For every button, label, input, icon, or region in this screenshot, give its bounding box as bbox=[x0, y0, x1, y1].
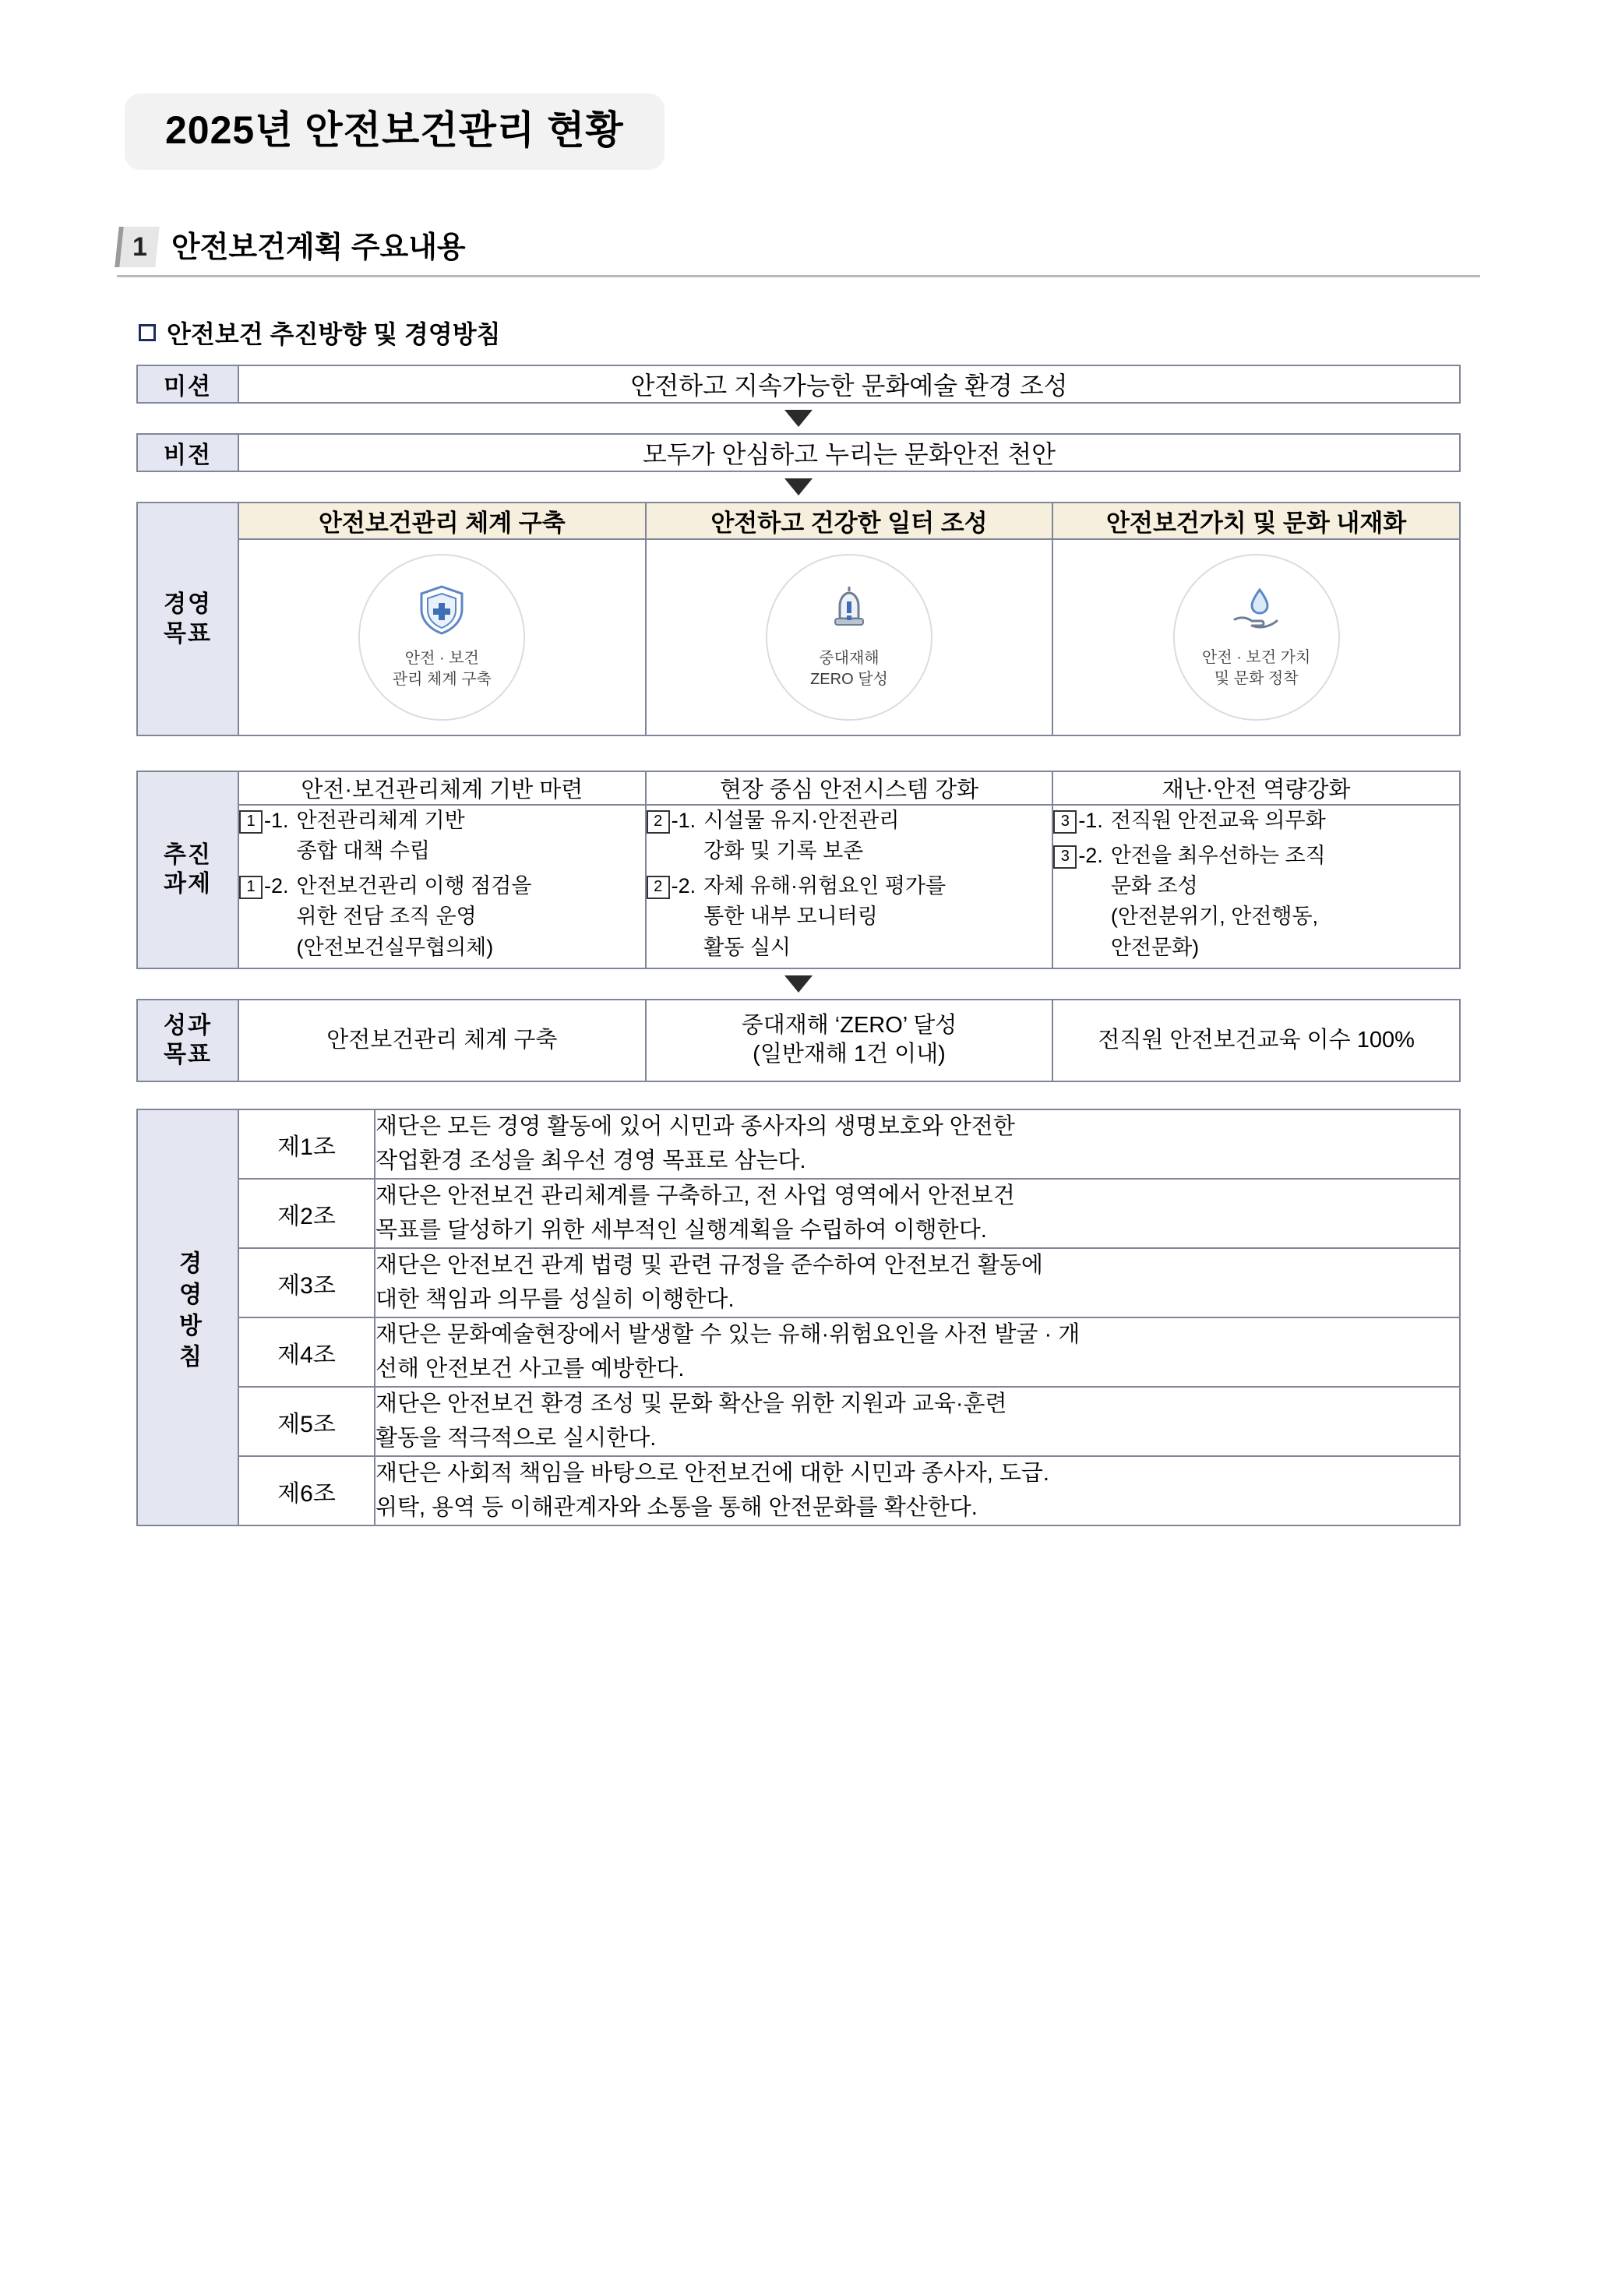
task-line: 안전문화) bbox=[1110, 935, 1200, 959]
goal-circle-3 bbox=[1173, 554, 1340, 721]
task-item bbox=[1053, 806, 1459, 836]
goal-caption-3 bbox=[1202, 647, 1310, 690]
task-item-suffix: -2. bbox=[1078, 844, 1103, 868]
table-row bbox=[137, 434, 1460, 471]
hand-drop-icon bbox=[1229, 585, 1285, 638]
task-item bbox=[239, 806, 645, 866]
task-line: 문화 조성 bbox=[1110, 874, 1198, 898]
boxed-number: 1 bbox=[239, 876, 263, 899]
policy-line: 재단은 문화예술현장에서 발생할 수 있는 유해·위험요인을 사전 발굴 · 개 bbox=[375, 1322, 1081, 1348]
outcome-line: 전직원 안전보건교육 이수 100% bbox=[1098, 1027, 1415, 1053]
goal-caption-1-line2: 관리 체계 구축 bbox=[392, 671, 492, 688]
task-item-text bbox=[297, 806, 645, 866]
arrow-mission-to-vision bbox=[136, 404, 1461, 433]
task-cell-3 bbox=[1052, 805, 1460, 968]
task-item-suffix: -1. bbox=[671, 809, 696, 832]
policy-label-text: 경영방침 bbox=[175, 1250, 201, 1375]
goal-cell-3 bbox=[1052, 539, 1460, 735]
management-goals-label-line2: 목표 bbox=[164, 620, 212, 647]
down-arrow-icon bbox=[784, 975, 813, 993]
task-item-text bbox=[1111, 841, 1459, 963]
task-item-text bbox=[703, 806, 1052, 866]
vision-text: 모두가 안심하고 누리는 문화안전 천안 bbox=[238, 434, 1460, 471]
section-number bbox=[115, 227, 159, 267]
goal-caption-3-line1: 안전 · 보건 가치 bbox=[1202, 649, 1311, 666]
vision-label: 비전 bbox=[137, 434, 238, 471]
task-item-suffix: -2. bbox=[264, 874, 289, 898]
task-line: 통한 내부 모니터링 bbox=[703, 905, 878, 929]
boxed-number: 3 bbox=[1053, 810, 1077, 834]
task-item-number bbox=[239, 806, 289, 866]
task-item bbox=[239, 871, 645, 962]
policy-article-text bbox=[375, 1179, 1460, 1248]
policy-article-number: 제6조 bbox=[238, 1456, 375, 1525]
table-row bbox=[137, 503, 1460, 539]
outcome-table bbox=[136, 999, 1461, 1082]
outcome-label-line1: 성과 bbox=[164, 1012, 212, 1039]
table-row bbox=[137, 805, 1460, 968]
policy-article-text bbox=[375, 1317, 1460, 1387]
policy-article-number: 제2조 bbox=[238, 1179, 375, 1248]
goal-caption-2-line1: 중대재해 bbox=[819, 650, 880, 667]
task-line: (안전분위기, 안전행동, bbox=[1110, 905, 1319, 929]
task-item-number bbox=[239, 871, 289, 962]
outcome-line: 중대재해 ‘ZERO’ 달성 bbox=[741, 1012, 957, 1038]
task-line: 종합 대책 수립 bbox=[296, 839, 431, 863]
task-item-suffix: -1. bbox=[264, 809, 289, 832]
outcome-item-2 bbox=[646, 1000, 1053, 1081]
table-row bbox=[137, 1109, 1460, 1179]
task-line: 시설물 유지·안전관리 bbox=[703, 809, 900, 832]
table-row bbox=[137, 539, 1460, 735]
subsection-title: 안전보건 추진방향 및 경영방침 bbox=[167, 320, 501, 348]
outcome-line: 안전보건관리 체계 구축 bbox=[326, 1027, 558, 1053]
task-line: 활동 실시 bbox=[703, 935, 791, 959]
arrow-tasks-to-outcome bbox=[136, 969, 1461, 999]
table-row bbox=[137, 771, 1460, 805]
task-item-suffix: -2. bbox=[671, 874, 696, 898]
task-line: 안전을 최우선하는 조직 bbox=[1110, 844, 1326, 868]
management-goals-label bbox=[137, 503, 238, 735]
policy-line: 선해 안전보건 사고를 예방한다. bbox=[375, 1356, 685, 1381]
policy-line: 대한 책임과 의무를 성실히 이행한다. bbox=[375, 1286, 735, 1312]
task-item-number bbox=[647, 871, 696, 962]
goal-circle-1 bbox=[358, 554, 525, 721]
goal-caption-2 bbox=[810, 648, 888, 690]
goal-header-1: 안전보건관리 체계 구축 bbox=[238, 503, 646, 539]
tasks-table bbox=[136, 771, 1461, 969]
down-arrow-icon bbox=[784, 410, 813, 427]
goal-caption-2-line2: ZERO 달성 bbox=[810, 671, 888, 688]
task-line: 전직원 안전교육 의무화 bbox=[1110, 809, 1326, 832]
policy-line: 재단은 안전보건 관계 법령 및 관련 규정을 준수하여 안전보건 활동에 bbox=[375, 1253, 1043, 1278]
tasks-label-line2: 과제 bbox=[164, 871, 212, 898]
policy-article-number: 제1조 bbox=[238, 1109, 375, 1179]
outcome-item-1 bbox=[238, 1000, 646, 1081]
arrow-vision-to-goals bbox=[136, 472, 1461, 502]
policy-line: 재단은 안전보건 환경 조성 및 문화 확산을 위한 지원과 교육·훈련 bbox=[375, 1391, 1007, 1417]
subsection-heading bbox=[117, 315, 1480, 351]
task-item-text bbox=[297, 871, 645, 962]
policy-table bbox=[136, 1109, 1461, 1526]
task-header-2: 현장 중심 안전시스템 강화 bbox=[646, 771, 1053, 805]
policy-line: 목표를 달성하기 위한 세부적인 실행계획을 수립하여 이행한다. bbox=[375, 1217, 987, 1243]
table-row bbox=[137, 1248, 1460, 1317]
table-row bbox=[137, 1317, 1460, 1387]
goal-caption-3-line2: 및 문화 정착 bbox=[1214, 670, 1299, 687]
policy-article-text bbox=[375, 1248, 1460, 1317]
table-row bbox=[137, 1000, 1460, 1081]
table-row bbox=[137, 365, 1460, 403]
task-header-1: 안전·보건관리체계 기반 마련 bbox=[238, 771, 646, 805]
shield-plus-icon bbox=[418, 584, 466, 639]
task-item-number bbox=[1053, 841, 1103, 963]
outcome-item-3 bbox=[1052, 1000, 1460, 1081]
outcome-line: (일반재해 1건 이내) bbox=[753, 1042, 946, 1067]
task-item bbox=[647, 871, 1052, 962]
task-item-text bbox=[703, 871, 1052, 962]
task-line: 안전관리체계 기반 bbox=[296, 809, 465, 832]
task-item bbox=[1053, 841, 1459, 963]
table-row bbox=[137, 1387, 1460, 1456]
policy-article-text bbox=[375, 1387, 1460, 1456]
down-arrow-icon bbox=[784, 478, 813, 496]
page-title-wrap bbox=[125, 93, 665, 170]
square-bullet-icon bbox=[139, 324, 156, 341]
task-header-3: 재난·안전 역량강화 bbox=[1052, 771, 1460, 805]
table-row bbox=[137, 1456, 1460, 1525]
goal-caption-1 bbox=[393, 648, 492, 690]
policy-line: 활동을 적극적으로 실시한다. bbox=[375, 1425, 657, 1451]
policy-line: 재단은 안전보건 관리체계를 구축하고, 전 사업 영역에서 안전보건 bbox=[375, 1183, 1015, 1209]
table-row bbox=[137, 1179, 1460, 1248]
policy-article-number: 제3조 bbox=[238, 1248, 375, 1317]
task-line: 강화 및 기록 보존 bbox=[703, 839, 864, 863]
task-item bbox=[647, 806, 1052, 866]
goal-caption-1-line1: 안전 · 보건 bbox=[404, 650, 479, 667]
task-cell-2 bbox=[646, 805, 1053, 968]
mission-table bbox=[136, 365, 1461, 404]
mission-text: 안전하고 지속가능한 문화예술 환경 조성 bbox=[238, 365, 1460, 403]
page-title: 2025년 안전보건관리 현황 bbox=[165, 108, 624, 152]
goal-circle-2 bbox=[766, 554, 932, 721]
section-heading bbox=[117, 223, 1480, 277]
policy-line: 위탁, 용역 등 이해관계자와 소통을 통해 안전문화를 확산한다. bbox=[375, 1494, 978, 1520]
task-line: (안전보건실무협의체) bbox=[296, 935, 494, 959]
goal-cell-2 bbox=[646, 539, 1053, 735]
task-item-number bbox=[647, 806, 696, 866]
section-number-text: 1 bbox=[132, 231, 147, 262]
boxed-number: 3 bbox=[1053, 845, 1077, 869]
policy-line: 작업환경 조성을 최우선 경영 목표로 삼는다. bbox=[375, 1148, 806, 1173]
policy-label bbox=[137, 1109, 238, 1525]
tasks-label-line1: 추진 bbox=[164, 841, 212, 868]
task-line: 자체 유해·위험요인 평가를 bbox=[703, 874, 947, 898]
policy-article-text bbox=[375, 1456, 1460, 1525]
policy-article-number: 제4조 bbox=[238, 1317, 375, 1387]
management-goals-table bbox=[136, 502, 1461, 736]
task-line: 위한 전담 조직 운영 bbox=[296, 905, 477, 929]
task-item-suffix: -1. bbox=[1078, 809, 1103, 832]
goal-cell-1 bbox=[238, 539, 646, 735]
outcome-label bbox=[137, 1000, 238, 1081]
policy-article-number: 제5조 bbox=[238, 1387, 375, 1456]
management-goals-label-line1: 경영 bbox=[164, 591, 212, 617]
task-item-number bbox=[1053, 806, 1103, 836]
policy-line: 재단은 모든 경영 활동에 있어 시민과 종사자의 생명보호와 안전한 bbox=[375, 1114, 1015, 1140]
policy-article-text bbox=[375, 1109, 1460, 1179]
task-cell-1 bbox=[238, 805, 646, 968]
outcome-label-line2: 목표 bbox=[164, 1042, 212, 1068]
vision-table bbox=[136, 433, 1461, 472]
goal-header-2: 안전하고 건강한 일터 조성 bbox=[646, 503, 1053, 539]
tasks-label bbox=[137, 771, 238, 968]
task-item-text bbox=[1111, 806, 1459, 836]
boxed-number: 1 bbox=[239, 810, 263, 834]
boxed-number: 2 bbox=[647, 876, 670, 899]
section-title: 안전보건계획 주요내용 bbox=[171, 231, 466, 264]
mission-label: 미션 bbox=[137, 365, 238, 403]
policy-line: 재단은 사회적 책임을 바탕으로 안전보건에 대한 시민과 종사자, 도급. bbox=[375, 1461, 1049, 1487]
alert-lamp-icon bbox=[826, 584, 873, 639]
task-line: 안전보건관리 이행 점검을 bbox=[296, 874, 532, 898]
goal-header-3: 안전보건가치 및 문화 내재화 bbox=[1052, 503, 1460, 539]
boxed-number: 2 bbox=[647, 810, 670, 834]
